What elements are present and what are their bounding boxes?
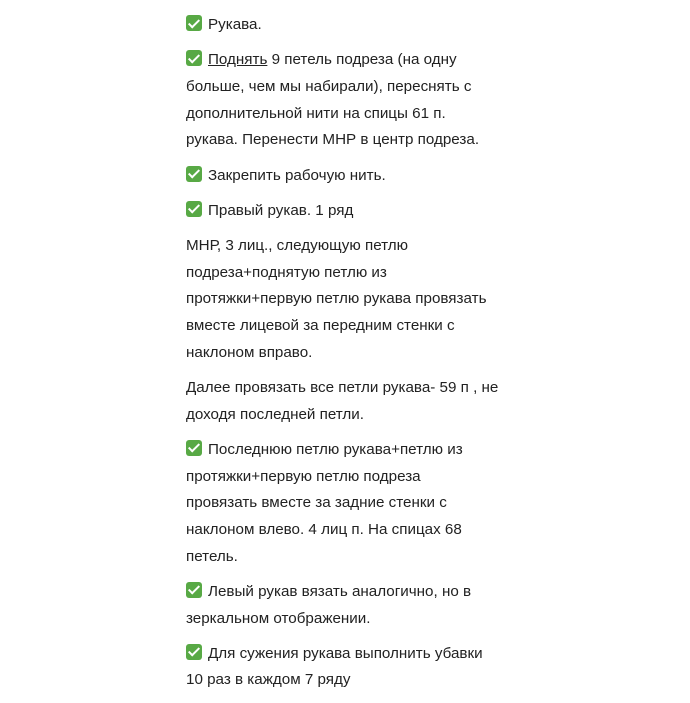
- text-line: [186, 198, 516, 225]
- text-line: [186, 163, 516, 190]
- text-line: доходя последней петли.: [186, 405, 364, 423]
- text-span: Левый рукав вязать аналогично, но в: [208, 582, 472, 600]
- text-line: протяжки+первую петлю рукава провязать: [186, 290, 487, 308]
- check-mark-icon: [186, 50, 202, 66]
- document-body: [186, 12, 516, 703]
- text-line: [186, 12, 516, 39]
- text-line: провязать вместе за задние стенки с: [186, 494, 447, 512]
- text-span: Рукава.: [208, 16, 262, 33]
- text-line: вместе лицевой за передним стенки с: [186, 317, 455, 335]
- check-mark-icon: [186, 440, 202, 456]
- paragraph-sleeves-heading: [186, 12, 516, 39]
- text-line: подреза+поднятую петлю из: [186, 263, 387, 281]
- paragraph-left-sleeve: [186, 579, 516, 632]
- text-span: 9 петель подреза (на одну: [267, 51, 457, 69]
- text-line: [186, 579, 516, 606]
- paragraph-row1-instructions: [186, 233, 516, 367]
- text-line: больше, чем мы набирали), переснять с: [186, 77, 472, 95]
- text-line: наклоном влево. 4 лиц п. На спицах 68: [186, 520, 462, 538]
- underlined-word: Поднять: [208, 51, 268, 69]
- text-line: 10 раз в каждом 7 ряду: [186, 671, 351, 689]
- text-line: зеркальном отображении.: [186, 609, 371, 627]
- text-line: петель.: [186, 547, 238, 565]
- paragraph-right-sleeve-row1: [186, 198, 516, 225]
- paragraph-secure-yarn: [186, 163, 516, 190]
- text-span: Правый рукав. 1 ряд: [208, 201, 354, 219]
- check-mark-icon: [186, 644, 202, 660]
- text-line: наклоном вправо.: [186, 343, 313, 361]
- check-mark-icon: [186, 201, 202, 217]
- text-line: [186, 641, 516, 668]
- paragraph-last-sleeve-stitch: [186, 437, 516, 571]
- check-mark-icon: [186, 582, 202, 598]
- text-line: дополнительной нити на спицы 61 п.: [186, 104, 446, 122]
- text-line: [186, 47, 516, 74]
- text-span: Закрепить рабочую нить.: [208, 166, 386, 184]
- text-line: [186, 437, 516, 464]
- text-line: протяжки+первую петлю подреза: [186, 467, 421, 485]
- text-line: рукава. Перенести МНР в центр подреза.: [186, 131, 480, 149]
- text-span: Для сужения рукава выполнить убавки: [208, 644, 483, 662]
- text-line: Далее провязать все петли рукава- 59 п , не: [186, 378, 499, 396]
- paragraph-pick-up-stitches: [186, 47, 516, 154]
- check-mark-icon: [186, 15, 202, 31]
- paragraph-knit-sleeve-stitches: [186, 375, 516, 428]
- text-line: МНР, 3 лиц., следующую петлю: [186, 236, 409, 254]
- text-span: Последнюю петлю рукава+петлю из: [208, 440, 463, 458]
- check-mark-icon: [186, 166, 202, 182]
- paragraph-sleeve-decreases: [186, 641, 516, 694]
